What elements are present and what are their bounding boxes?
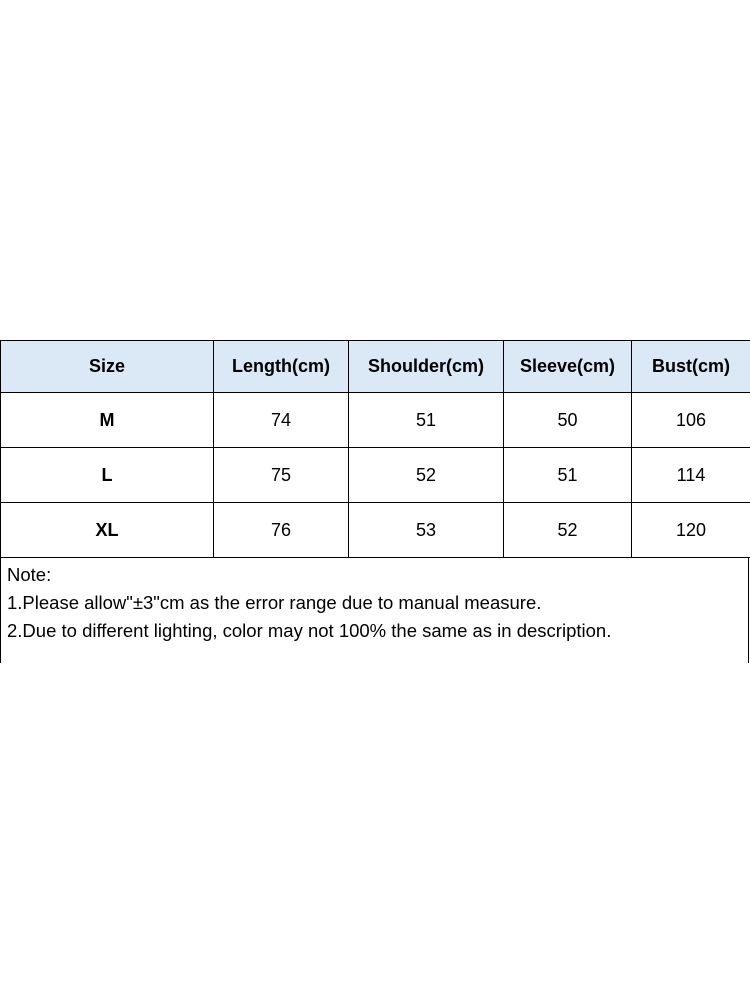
header-size: Size (1, 341, 214, 393)
size-cell: L (1, 448, 214, 503)
header-length: Length(cm) (214, 341, 349, 393)
length-cell: 75 (214, 448, 349, 503)
table-row (1, 503, 750, 558)
note-box (0, 558, 749, 663)
sleeve-cell: 50 (504, 393, 632, 448)
note-line: 1.Please allow"±3"cm as the error range due to manual measure. (7, 592, 542, 613)
note-title: Note: (7, 564, 52, 585)
size-cell: M (1, 393, 214, 448)
shoulder-cell: 52 (349, 448, 504, 503)
size-cell: XL (1, 503, 214, 558)
sleeve-cell: 52 (504, 503, 632, 558)
sleeve-cell: 51 (504, 448, 632, 503)
header-sleeve: Sleeve(cm) (504, 341, 632, 393)
shoulder-cell: 53 (349, 503, 504, 558)
table-row (1, 448, 750, 503)
length-cell: 74 (214, 393, 349, 448)
size-table (0, 340, 750, 558)
table-header-row (1, 341, 750, 393)
length-cell: 76 (214, 503, 349, 558)
header-shoulder: Shoulder(cm) (349, 341, 504, 393)
note-line: 2.Due to different lighting, color may not 100% the same as in description. (7, 620, 612, 641)
bust-cell: 106 (632, 393, 750, 448)
bust-cell: 114 (632, 448, 750, 503)
size-chart (0, 340, 750, 558)
table-row (1, 393, 750, 448)
shoulder-cell: 51 (349, 393, 504, 448)
bust-cell: 120 (632, 503, 750, 558)
header-bust: Bust(cm) (632, 341, 750, 393)
